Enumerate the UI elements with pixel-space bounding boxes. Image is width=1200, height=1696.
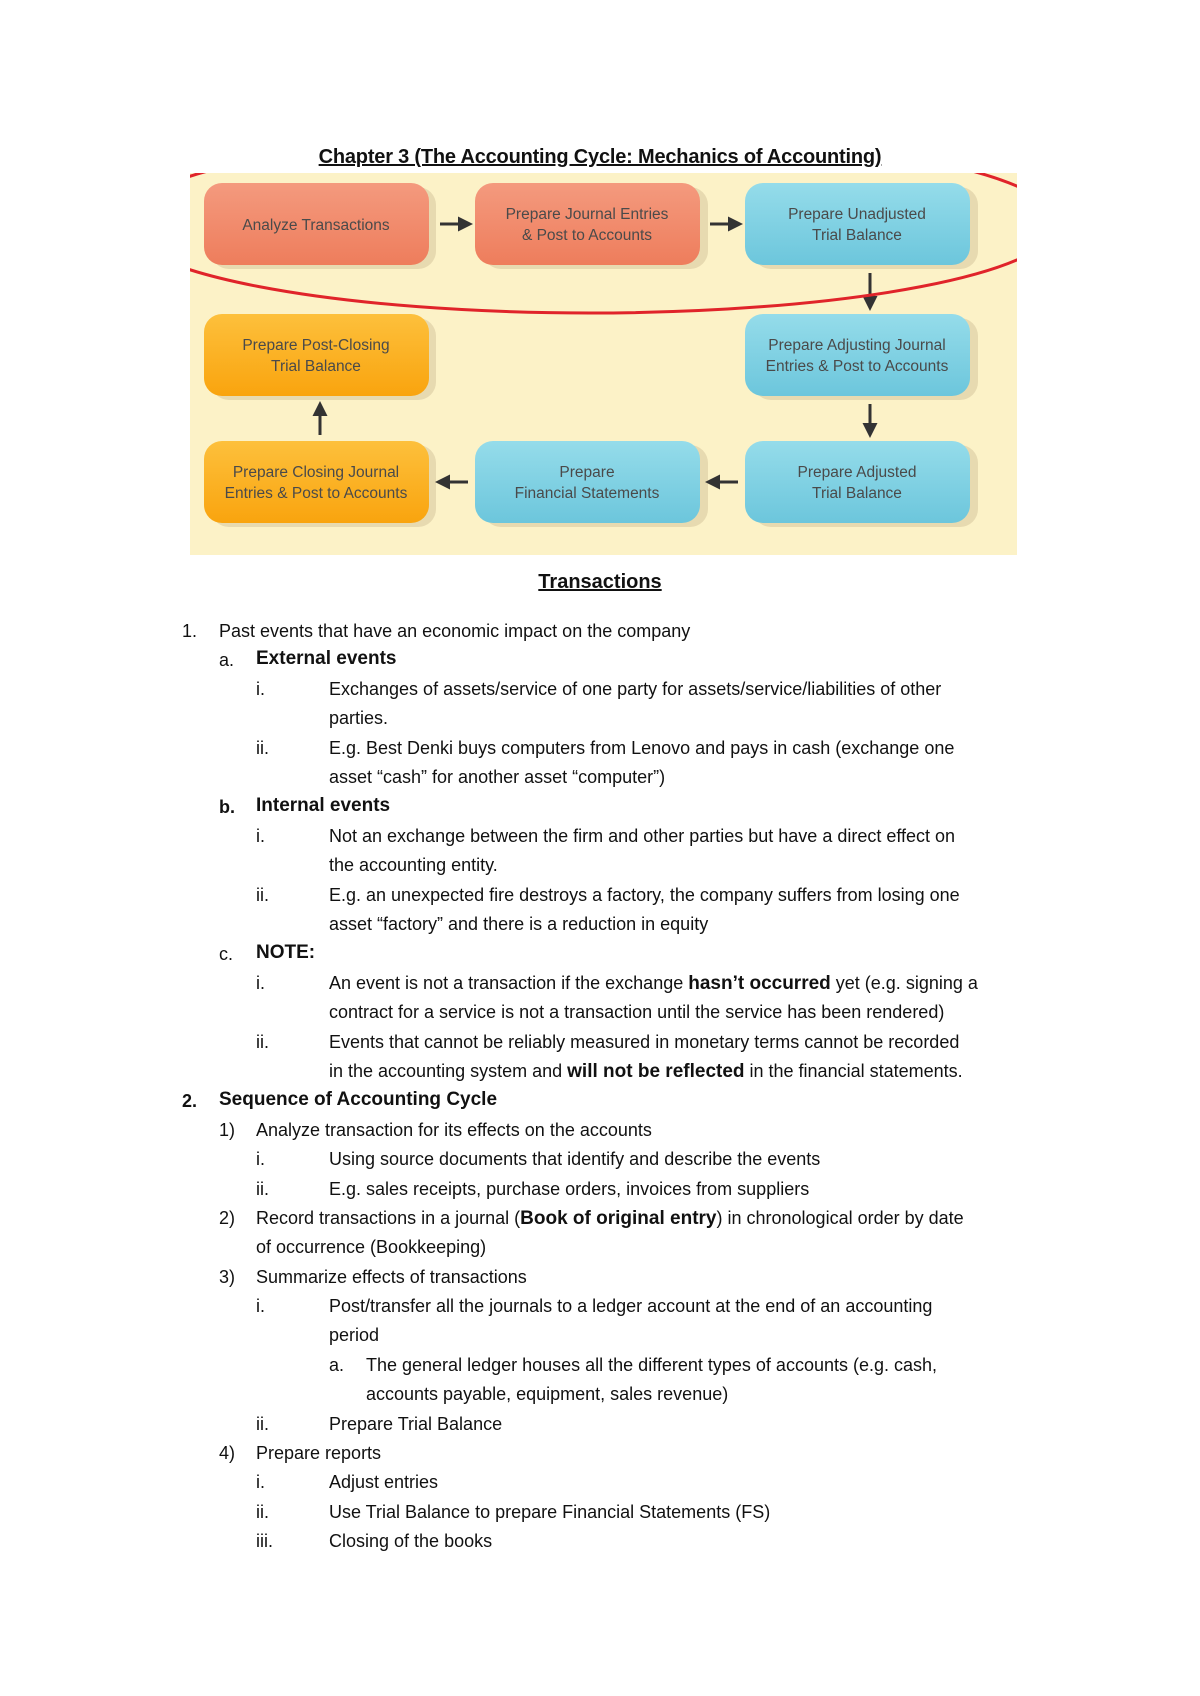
list-item: Adjust entries (329, 1472, 439, 1492)
box-text-line: Prepare Unadjusted (788, 206, 926, 223)
box-text-line: Prepare Journal Entries (505, 206, 669, 223)
box-prepare-closing-journal-entries (204, 441, 436, 527)
list-item: Record transactions in a journal (Book of original entry) in chronological order by date (256, 1208, 964, 1229)
box-text-line: Prepare Post-Closing (242, 337, 390, 354)
list-roman: i. (256, 1296, 265, 1316)
subsection-title-internal-events: Internal events (256, 795, 391, 816)
list-item: Analyze transaction for its effects on the accounts (256, 1120, 652, 1140)
list-roman: i. (256, 973, 265, 993)
list-item: The general ledger houses all the different types of accounts (e.g. cash, (366, 1355, 938, 1375)
list-item: parties. (329, 708, 389, 728)
box-text-line: & Post to Accounts (521, 227, 653, 244)
list-item: Not an exchange between the firm and other parties but have a direct effect on (329, 826, 956, 846)
list-letter: b. (219, 797, 235, 817)
list-number: 1. (182, 621, 198, 641)
list-item: asset “cash” for another asset “computer”) (329, 767, 666, 787)
list-roman: ii. (256, 1179, 269, 1199)
box-text-line: Trial Balance (271, 358, 361, 375)
box-text-line: Prepare Closing Journal (232, 464, 400, 481)
box-text-line: Entries & Post to Accounts (224, 485, 408, 502)
list-item: E.g. sales receipts, purchase orders, invoices from suppliers (329, 1179, 810, 1199)
list-item: of occurrence (Bookkeeping) (256, 1237, 487, 1257)
box-prepare-post-closing-trial-balance (204, 314, 436, 400)
accounting-cycle-diagram (190, 173, 1017, 555)
list-item: the accounting entity. (329, 855, 498, 875)
list-item: An event is not a transaction if the exchange hasn’t occurred yet (e.g. signing a (329, 973, 978, 994)
list-item: E.g. Best Denki buys computers from Lenovo and pays in cash (exchange one (329, 738, 955, 758)
box-text-line: Prepare Adjusted (797, 464, 917, 481)
list-item: Post/transfer all the journals to a ledger account at the end of an accounting (329, 1296, 933, 1316)
list-item: Using source documents that identify and describe the events (329, 1149, 821, 1169)
section-title-sequence: Sequence of Accounting Cycle (219, 1089, 498, 1110)
list-letter: c. (219, 944, 234, 964)
box-text-line: Entries & Post to Accounts (765, 358, 949, 375)
list-item: asset “factory” and there is a reduction in equity (329, 914, 709, 934)
box-prepare-financial-statements (475, 441, 708, 527)
box-text-line: Trial Balance (812, 485, 902, 502)
list-step: 4) (219, 1443, 236, 1463)
box-prepare-journal-entries (475, 183, 708, 269)
list-roman: i. (256, 1472, 265, 1492)
box-text-line: Prepare (559, 464, 615, 481)
list-roman: i. (256, 826, 265, 846)
list-roman: ii. (256, 885, 269, 905)
box-text-line: Analyze Transactions (242, 217, 390, 234)
list-item: Summarize effects of transactions (256, 1267, 527, 1287)
list-step: 2) (219, 1208, 236, 1228)
box-prepare-adjusted-trial-balance (745, 441, 978, 527)
list-item: contract for a service is not a transaction until the service has been rendered) (329, 1002, 945, 1022)
list-step: 1) (219, 1120, 236, 1140)
box-prepare-adjusting-journal-entries (745, 314, 978, 400)
list-roman: i. (256, 1149, 265, 1169)
list-letter: a. (329, 1355, 345, 1375)
list-roman: iii. (256, 1531, 273, 1551)
list-item: Prepare reports (256, 1443, 382, 1463)
list-item: period (329, 1325, 380, 1345)
list-item: Prepare Trial Balance (329, 1414, 503, 1434)
list-roman: ii. (256, 1414, 269, 1434)
list-item: Past events that have an economic impact on the company (219, 621, 691, 641)
list-step: 3) (219, 1267, 236, 1287)
list-item: E.g. an unexpected fire destroys a factory, the company suffers from losing one (329, 885, 960, 905)
list-item: accounts payable, equipment, sales revenue) (366, 1384, 729, 1404)
box-text-line: Prepare Adjusting Journal (768, 337, 946, 354)
box-prepare-unadjusted-trial-balance (745, 183, 978, 269)
subsection-title-note: NOTE: (256, 942, 316, 963)
list-roman: i. (256, 679, 265, 699)
box-text-line: Trial Balance (812, 227, 902, 244)
list-item: in the accounting system and will not be reflected in the financial statements. (329, 1061, 963, 1082)
list-item: Use Trial Balance to prepare Financial Statements (FS) (329, 1502, 771, 1522)
box-analyze-transactions (204, 183, 436, 269)
svg-text:Analyze Transactions (242, 217, 390, 234)
list-roman: ii. (256, 1502, 269, 1522)
list-item: Exchanges of assets/service of one party for assets/service/liabilities of other (329, 679, 942, 699)
subsection-title-external-events: External events (256, 648, 397, 669)
box-text-line: Financial Statements (514, 485, 660, 502)
list-number: 2. (182, 1091, 198, 1111)
list-roman: ii. (256, 1032, 269, 1052)
list-item: Events that cannot be reliably measured in monetary terms cannot be recorded (329, 1032, 960, 1052)
section-heading-transactions: Transactions (538, 571, 662, 593)
list-roman: ii. (256, 738, 269, 758)
list-item: Closing of the books (329, 1531, 493, 1551)
list-letter: a. (219, 650, 235, 670)
page-title: Chapter 3 (The Accounting Cycle: Mechanics of Accounting) (318, 146, 882, 168)
